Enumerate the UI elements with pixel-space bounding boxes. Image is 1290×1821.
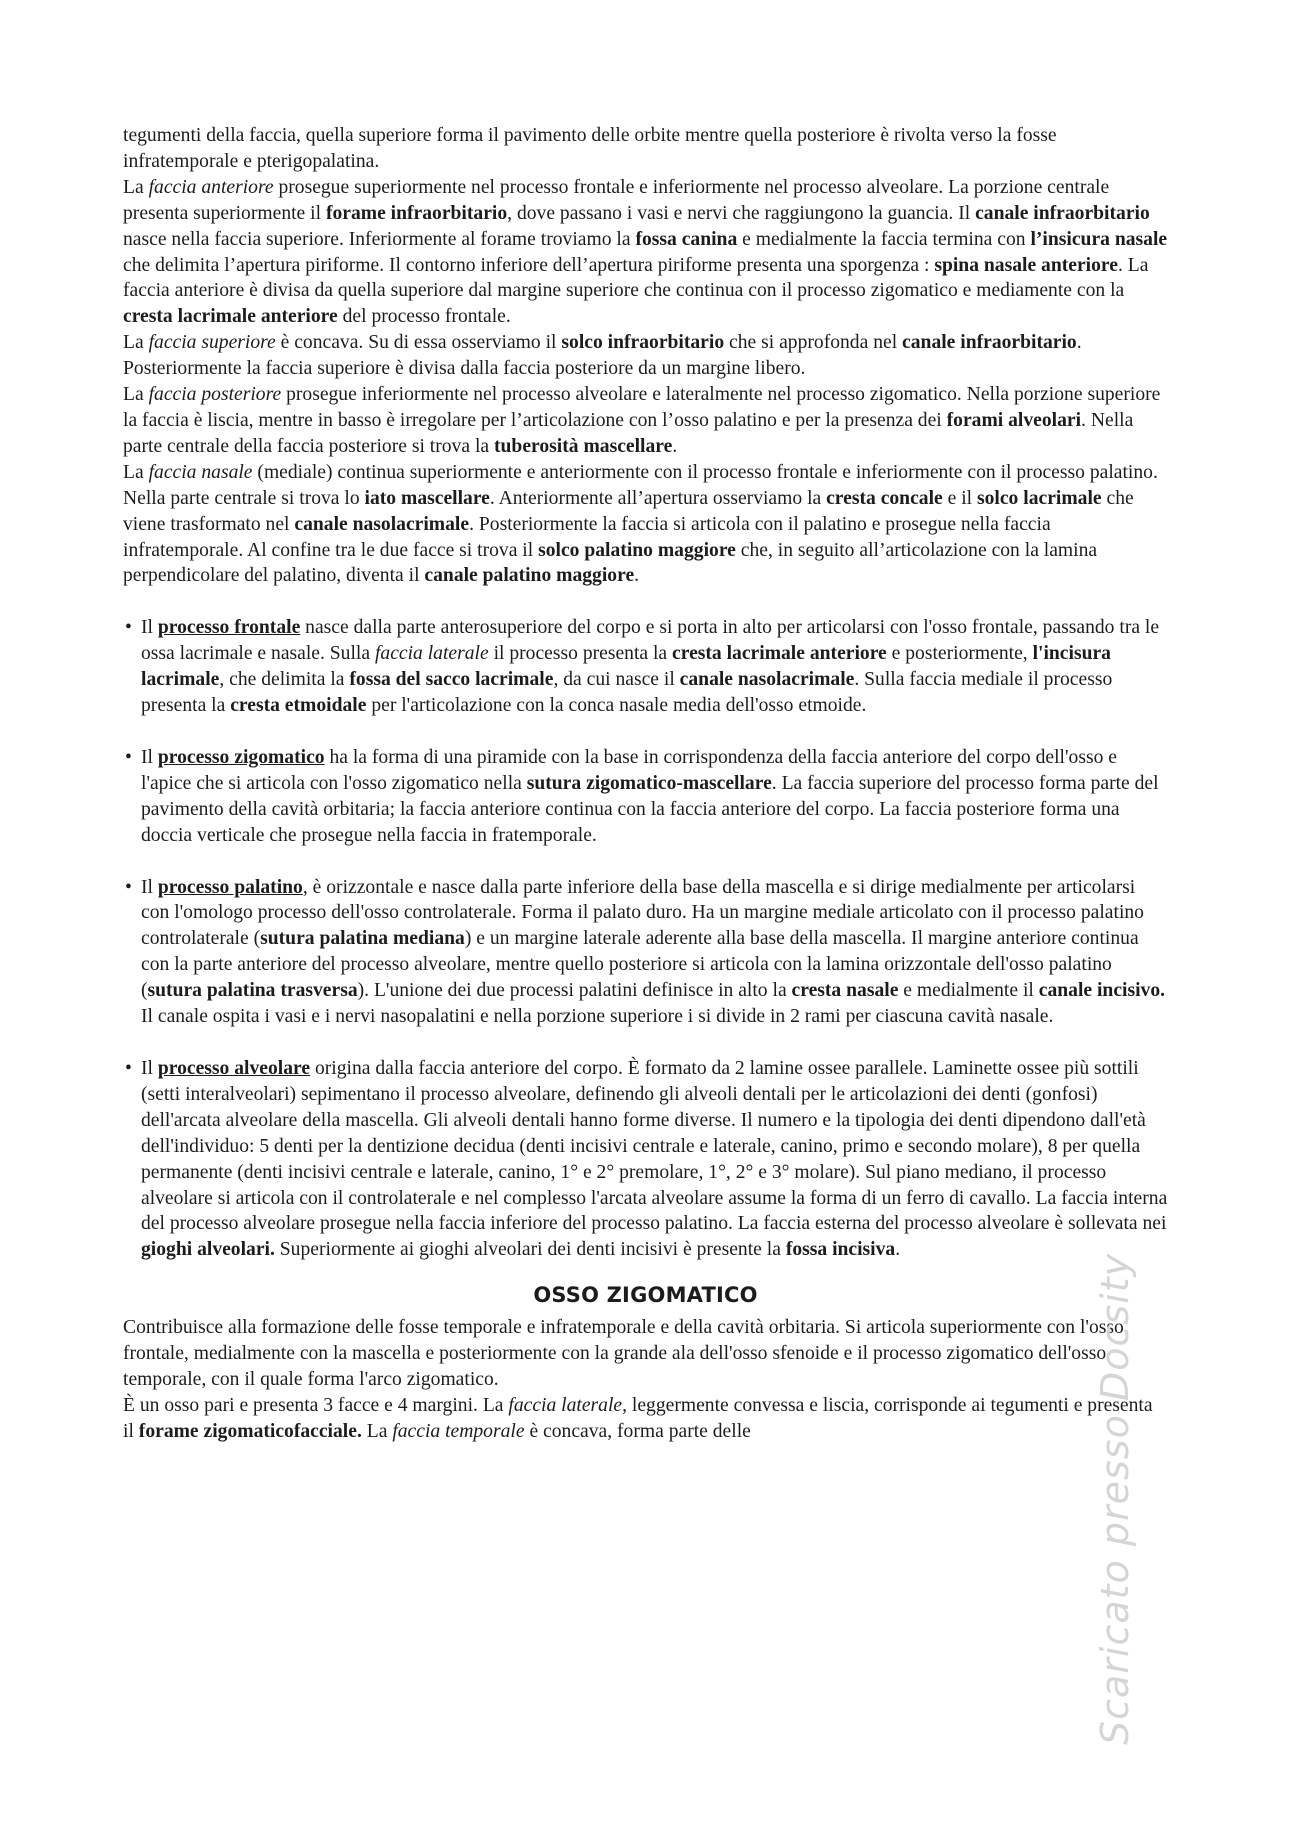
text-run: La (123, 176, 149, 198)
text-run: Il (141, 746, 158, 768)
paragraph (123, 1315, 1168, 1393)
intro-section (123, 123, 1168, 589)
text-run: . La faccia anteriore è divisa da quella superiore dal margine superiore che continua con il processo zigomatico e mediamente con la (123, 254, 1149, 302)
text-run: che si approfonda nel (724, 332, 903, 354)
bold-term: fossa incisiva (785, 1239, 896, 1261)
list-item-text (141, 875, 1168, 1030)
text-run: La (361, 1420, 393, 1442)
paragraph (123, 175, 1168, 330)
text-run: e medialmente la faccia termina con (737, 228, 1031, 250)
italic-term: faccia laterale (508, 1394, 623, 1416)
text-run: , dove passano i vasi e nervi che raggiungono la guancia. Il (507, 202, 976, 224)
text-run: Il (141, 876, 158, 898)
bold-term: forame zigomaticofacciale. (138, 1420, 362, 1442)
paragraph (123, 382, 1168, 460)
italic-term: faccia nasale (148, 461, 253, 483)
bold-term: fossa del sacco lacrimale (349, 669, 554, 691)
bold-term: canale infraorbitario (902, 332, 1077, 354)
section-heading: OSSO ZIGOMATICO (533, 1283, 758, 1308)
bullet-icon: • (125, 876, 132, 898)
list-item-text (141, 1056, 1168, 1263)
list-item (123, 875, 1168, 1030)
process-title: processo alveolare (157, 1058, 311, 1079)
text-run: per l'articolazione con la conca nasale media dell'osso etmoide. (366, 695, 867, 717)
text-run: . Posteriormente la faccia superiore è divisa dalla faccia posteriore da un margine libero. (123, 332, 1082, 380)
paragraph (123, 460, 1168, 590)
list-item-text (141, 615, 1168, 719)
text-run: . Nella parte centrale della faccia posteriore si trova la (123, 409, 1134, 457)
text-run: . (634, 565, 640, 587)
italic-term: faccia anteriore (148, 176, 274, 198)
bold-term: cresta concale (826, 487, 943, 509)
bold-term: solco lacrimale (977, 487, 1102, 509)
bold-term: spina nasale anteriore (934, 254, 1118, 276)
text-run: ). L'unione dei due processi palatini definisce in alto la (357, 980, 792, 1002)
bold-term: cresta lacrimale anteriore (123, 306, 338, 328)
bold-term: solco infraorbitario (561, 332, 725, 354)
text-run: , da cui nasce il (553, 669, 680, 691)
text-run: . (895, 1239, 901, 1261)
list-item (123, 1056, 1168, 1263)
list-item (123, 615, 1168, 719)
bullet-icon: • (125, 617, 132, 639)
list-item-text (141, 745, 1168, 849)
list-item (123, 745, 1168, 849)
text-run: La (123, 461, 149, 483)
bold-term: forame infraorbitario (325, 202, 508, 224)
text-run: , leggermente convessa e liscia, corrisponde ai tegumenti e presenta il (123, 1394, 1153, 1442)
text-run: Il canale ospita i vasi e i nervi nasopalatini e nella porzione superiore i si divide in 2 rami per ciascuna cavità nasale. (141, 1006, 1054, 1028)
bold-term: canale palatino maggiore (424, 565, 635, 587)
bold-term: iato mascellare (364, 487, 490, 509)
text-run: del processo frontale. (337, 306, 511, 328)
paragraph (123, 1393, 1168, 1445)
text-run: prosegue inferiormente nel processo alveolare e lateralmente nel processo zigomatico. Nella porzione superiore la faccia è liscia, mentre in basso è irregolare per l’articolazione con l’osso palatino e per la presenza dei (123, 384, 1161, 431)
bold-term: canale nasolacrimale (679, 669, 855, 691)
text-run: nasce dalla parte anterosuperiore del corpo e si porta in alto per articolarsi con l'osso frontale, passando tra le ossa lacrimale e nasale. Sulla (141, 617, 1160, 665)
text-run: è concava, forma parte delle (524, 1420, 751, 1442)
italic-term: faccia superiore (148, 332, 276, 354)
text-run: nasce nella faccia superiore. Inferiormente al forame troviamo la (123, 228, 636, 250)
process-title: processo frontale (157, 617, 301, 639)
bold-term: fossa canina (635, 228, 738, 250)
text-run: , è orizzontale e nasce dalla parte inferiore della base della mascella e si dirige medialmente per articolarsi con l'omologo processo dell'osso controlaterale. Forma il palato duro. Ha un margine mediale articolato con il processo palatino controlaterale ( (141, 876, 1144, 950)
text-run: prosegue superiormente nel processo frontale e inferiormente nel processo alveolare. La porzione centrale presenta superiormente il (123, 176, 1110, 224)
text-run: . Sulla faccia mediale il processo presenta la (141, 669, 1113, 717)
bullet-icon: • (125, 746, 132, 768)
bold-term: cresta lacrimale anteriore (672, 643, 887, 665)
text-run: Contribuisce alla formazione delle fosse temporale e infratemporale e della cavità orbitaria. Si articola superiormente con l'osso frontale, medialmente con la mascella e posteriormente con la grande ala dell'osso sfenoide e il processo zigomatico dell'osso temporale, con il quale forma l'arco zigomatico. (123, 1317, 1124, 1390)
text-run: e il (942, 487, 977, 509)
text-run: . (672, 435, 678, 457)
text-run: è concava. Su di essa osserviamo il (275, 332, 562, 354)
text-run: che viene trasformato nel (123, 487, 1134, 535)
text-run: Il (141, 1058, 158, 1079)
bold-term: l’insicura nasale (1030, 228, 1168, 250)
italic-term: faccia temporale (392, 1420, 525, 1442)
bold-term: sutura palatina trasversa (147, 980, 358, 1002)
text-run: Superiormente ai gioghi alveolari dei denti incisivi è presente la (274, 1239, 786, 1261)
bullet-icon: • (125, 1058, 132, 1079)
text-run: La (123, 384, 149, 406)
text-run: . Posteriormente la faccia si articola con il palatino e prosegue nella faccia infratemporale. Al confine tra le due facce si trova il (123, 513, 1051, 561)
text-run: e posteriormente, (886, 643, 1033, 665)
text-run: . La faccia superiore del processo forma parte del pavimento della cavità orbitaria; la faccia anteriore continua con la faccia anteriore del corpo. La faccia posteriore forma una doccia verticale che prosegue nella faccia in fratemporale. (141, 772, 1159, 846)
text-run: che, in seguito all’articolazione con la lamina perpendicolare del palatino, diventa il (123, 539, 1098, 587)
text-run: e medialmente il (898, 980, 1039, 1002)
italic-term: faccia laterale (374, 643, 489, 665)
process-title: processo zigomatico (157, 746, 325, 768)
text-run: La (123, 332, 149, 354)
bold-term: tuberosità mascellare (494, 435, 673, 457)
bold-term: gioghi alveolari. (141, 1239, 275, 1261)
bold-term: forami alveolari (946, 409, 1082, 431)
bold-term: solco palatino maggiore (538, 539, 736, 561)
text-run: , che delimita la (219, 669, 350, 691)
text-run: che delimita l’apertura piriforme. Il contorno inferiore dell’apertura piriforme presenta una sporgenza : (123, 254, 935, 276)
italic-term: faccia posteriore (148, 384, 282, 406)
text-run: il processo presenta la (488, 643, 673, 665)
text-run: ha la forma di una piramide con la base in corrispondenza della faccia anteriore del corpo dell'osso e l'apice che si articola con l'osso zigomatico nella (141, 746, 1117, 794)
zygomatic-section (123, 1315, 1168, 1445)
text-run: tegumenti della faccia, quella superiore forma il pavimento delle orbite mentre quella posteriore è rivolta verso la fosse infratemporale e pterigopalatina. (123, 125, 1057, 172)
bold-term: canale nasolacrimale (294, 513, 470, 535)
text-run: (mediale) continua superiormente e anteriormente con il processo frontale e inferiormente con il processo palatino. Nella parte centrale si trova lo (123, 461, 1158, 509)
bold-term: sutura zigomatico-mascellare (526, 772, 772, 794)
document-body (123, 123, 1168, 1445)
text-run: origina dalla faccia anteriore del corpo. È formato da 2 lamine ossee parallele. Laminette ossee più sottili (setti interalveolari) sepimentano il processo alveolare, definendo gli alveoli dentali per le articolazioni dei denti (gonfosi) dell'arcata alveolare della mascella. Gli alveoli dentali hanno forme diverse. Il numero e la tipologia dei denti dipendono dall'età dell'individuo: 5 denti per la dentizione decidua (denti incisivi centrale e laterale, canino, primo e secondo molare), 8 per quella permanente (denti incisivi centrale e laterale, canino, 1° e 2° premolare, 1°, 2° e 3° molare). Sul piano mediano, il processo alveolare si articola con il controlaterale e nel complesso l'arcata alveolare assume la forma di un ferro di cavallo. La faccia interna del processo alveolare prosegue nella faccia inferiore del processo palatino. La faccia esterna del processo alveolare è sollevata nei (141, 1058, 1168, 1235)
process-list (123, 615, 1168, 1263)
text-run: Il (141, 617, 158, 639)
process-title: processo palatino (157, 876, 303, 898)
bold-term: canale infraorbitario (975, 202, 1150, 224)
bold-term: cresta nasale (791, 980, 899, 1002)
paragraph (123, 123, 1168, 175)
bold-term: cresta etmoidale (230, 695, 367, 717)
paragraph (123, 330, 1168, 382)
bold-term: canale incisivo. (1038, 980, 1166, 1002)
watermark: Scaricato presso Docsity (1093, 1252, 1137, 1745)
bold-term: l'incisura lacrimale (141, 643, 1111, 691)
bold-term: sutura palatina mediana (260, 928, 465, 950)
text-run: ) e un margine laterale aderente alla base della mascella. Il margine anteriore continua con la parte anteriore del processo alveolare, mentre quello posteriore si articola con la lamina orizzontale dell'osso palatino ( (141, 928, 1139, 1002)
text-run: . Anteriormente all’apertura osserviamo la (489, 487, 827, 509)
text-run: È un osso pari e presenta 3 facce e 4 margini. La (123, 1394, 509, 1416)
